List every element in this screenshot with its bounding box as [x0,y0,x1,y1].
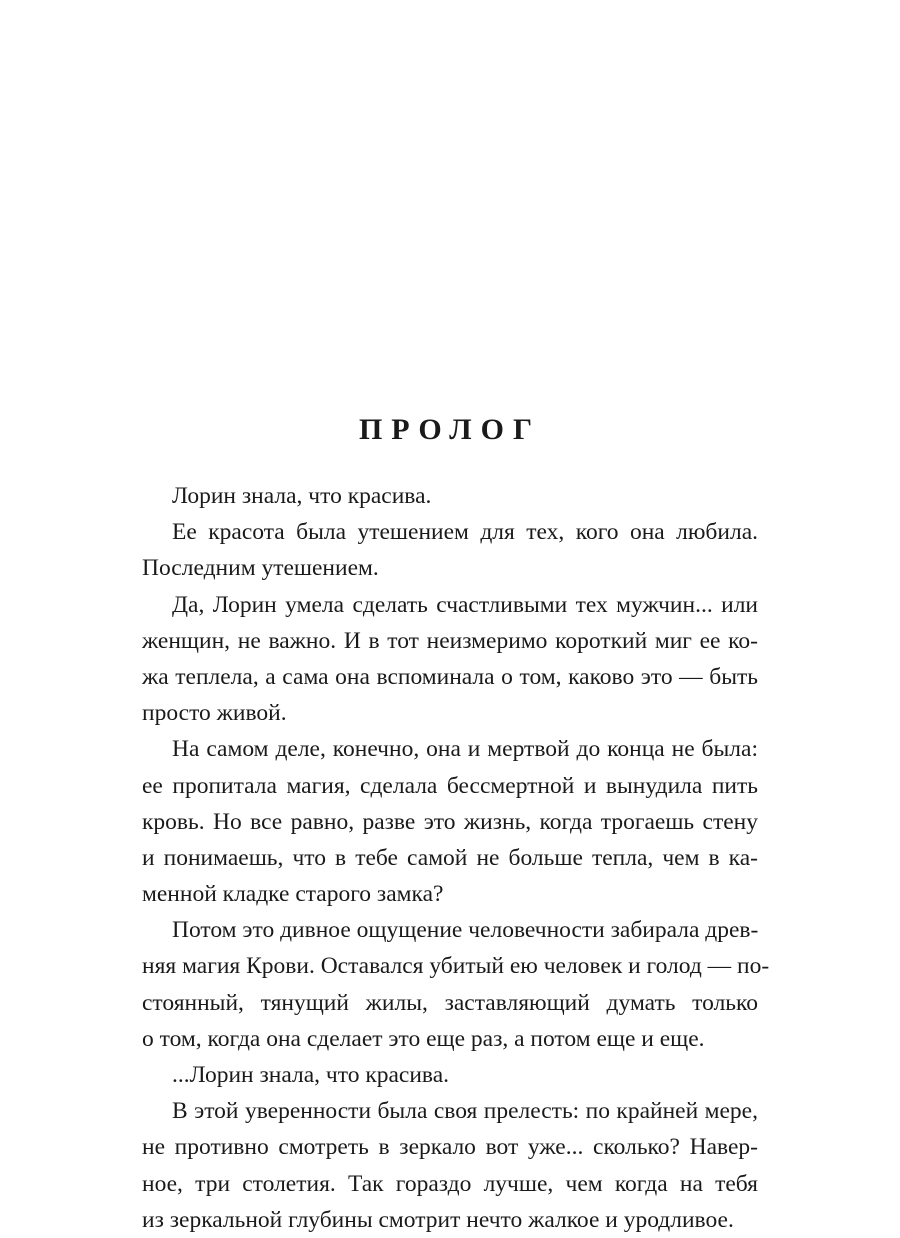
text-line: кровь. Но все равно, разве это жизнь, когда трогаешь стену [142,808,758,835]
text-line: ное, три столетия. Так гораздо лучше, чем когда на тебя [142,1170,758,1197]
text-line: женщин, не важно. И в тот неизмеримо короткий миг ее ко- [142,627,758,654]
text-line: просто живой. [142,700,287,727]
text-line: стоянный, тянущий жилы, заставляющий думать только [142,989,758,1016]
text-line: няя магия Крови. Оставался убитый ею человек и голод — по- [142,953,770,980]
text-line: не противно смотреть в зеркало вот уже... сколько? Навер- [142,1134,758,1161]
text-line: из зеркальной глубины смотрит нечто жалкое и уродливое. [142,1206,734,1233]
text-line: Ее красота была утешением для тех, кого она любила. [172,519,758,546]
text-line: В этой уверенности была своя прелесть: по крайней мере, [172,1098,758,1125]
text-line: ее пропитала магия, сделала бессмертной и вынудила пить [142,772,758,799]
text-line: менной кладке старого замка? [142,881,444,908]
text-line: о том, когда она сделает это еще раз, а потом еще и еще. [142,1025,705,1052]
text-line: и понимаешь, что в тебе самой не больше тепла, чем в ка- [142,844,758,871]
text-line: жа теплела, а сама она вспоминала о том, каково это — быть [142,663,758,690]
chapter-title: ПРОЛОГ [358,413,542,446]
text-line: Лорин знала, что красива. [172,483,432,509]
prologue-text [142,478,770,1238]
text-line: Последним утешением. [142,555,379,582]
text-line: Да, Лорин умела сделать счастливыми тех мужчин... или [172,591,758,618]
text-line: Потом это дивное ощущение человечности забирала древ- [172,917,759,944]
text-line: ...Лорин знала, что красива. [172,1062,450,1088]
text-line: На самом деле, конечно, она и мертвой до конца не была: [172,736,758,763]
